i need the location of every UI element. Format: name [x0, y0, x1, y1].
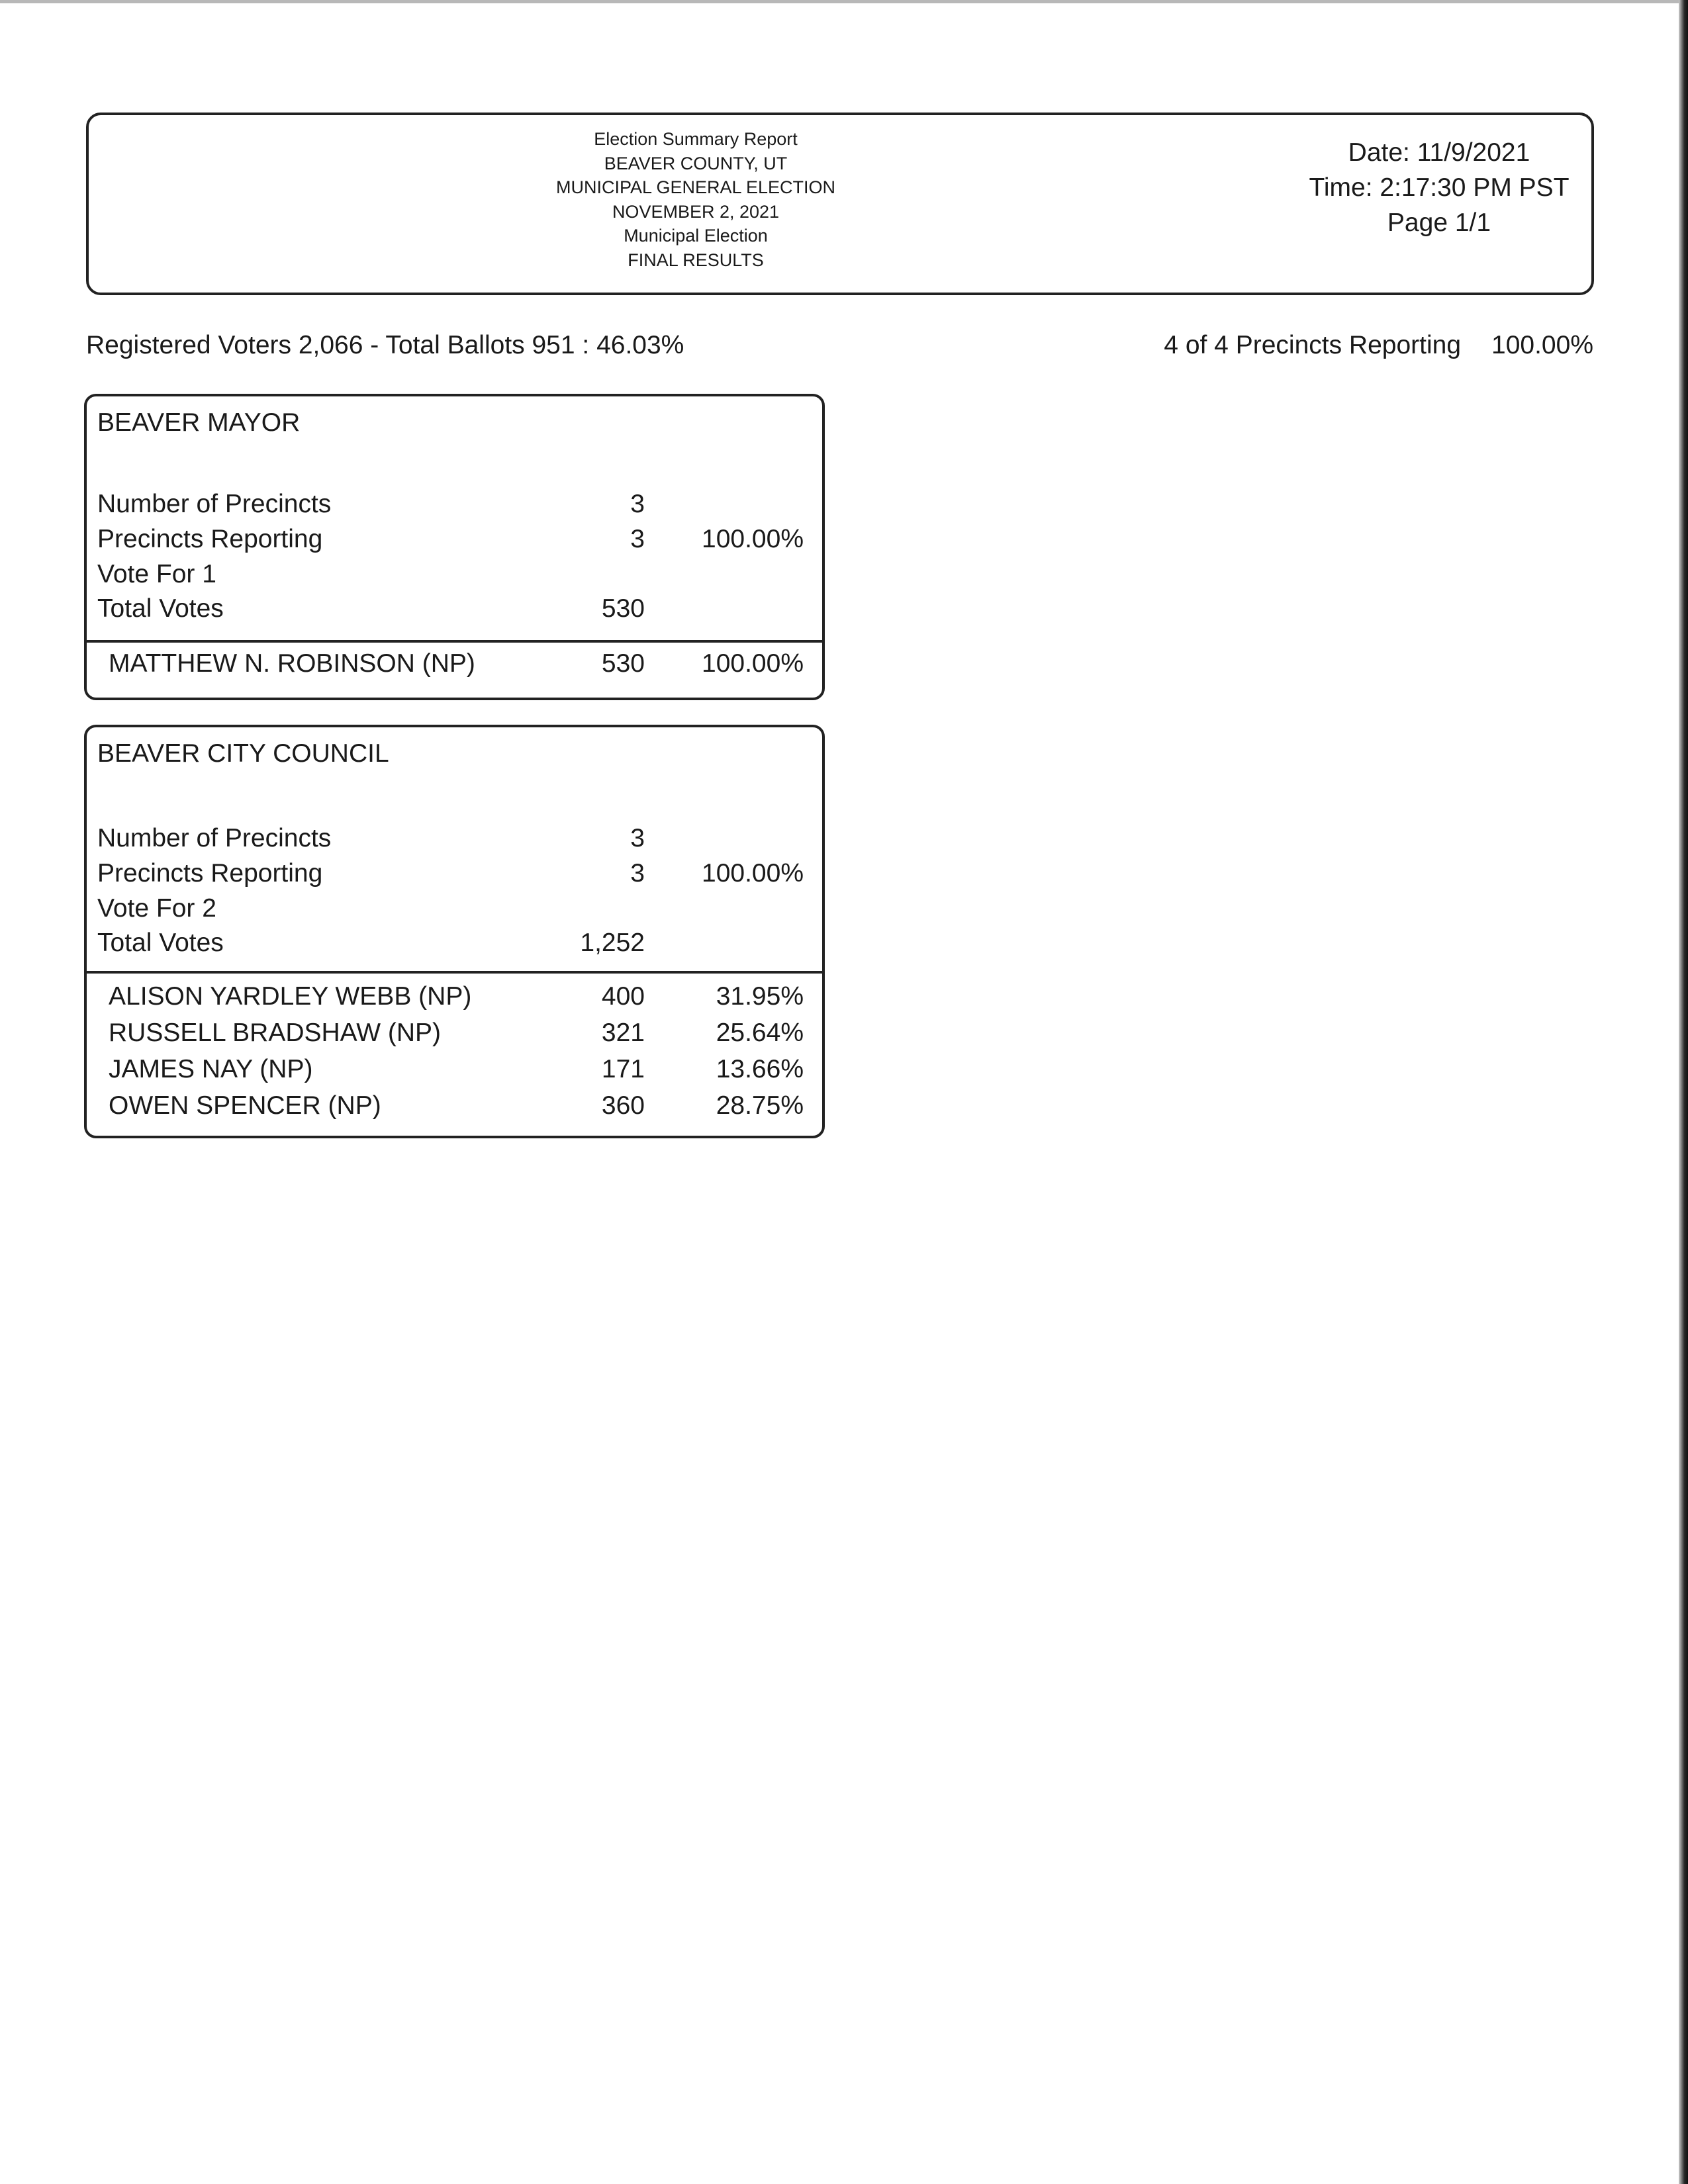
report-title-block — [89, 127, 1303, 272]
contest-title: BEAVER CITY COUNCIL — [97, 739, 389, 768]
registered-voters-summary: Registered Voters 2,066 - Total Ballots 951 : 46.03% — [86, 331, 684, 359]
precincts-reporting-text: 4 of 4 Precincts Reporting — [1164, 331, 1462, 359]
number-of-precincts-row: Number of Precincts 3 — [97, 824, 645, 852]
contest-beaver-mayor — [84, 394, 825, 700]
candidate-row: JAMES NAY (NP) 171 13.66% — [109, 1055, 804, 1083]
precincts-reporting-row: Precincts Reporting 3 100.00% — [97, 525, 804, 553]
election-type: Municipal Election — [624, 226, 768, 246]
precincts-reporting-row: Precincts Reporting 3 100.00% — [97, 859, 804, 887]
vote-for-row: Vote For 1 — [97, 560, 216, 588]
contest-title: BEAVER MAYOR — [97, 408, 301, 437]
report-header — [86, 113, 1594, 295]
candidate-row: RUSSELL BRADSHAW (NP) 321 25.64% — [109, 1019, 804, 1047]
page-right-edge — [1679, 0, 1688, 2184]
number-of-precincts-row: Number of Precincts 3 — [97, 490, 645, 518]
candidate-row: MATTHEW N. ROBINSON (NP) 530 100.00% — [109, 649, 804, 678]
total-votes-row: Total Votes 530 — [97, 594, 645, 623]
report-title: Election Summary Report — [594, 129, 798, 149]
contest-divider — [87, 971, 822, 974]
candidate-row: OWEN SPENCER (NP) 360 28.75% — [109, 1091, 804, 1120]
page-top-edge — [0, 0, 1688, 3]
report-time: Time: 2:17:30 PM PST — [1309, 173, 1570, 202]
county-name: BEAVER COUNTY, UT — [604, 153, 788, 173]
contest-beaver-city-council — [84, 725, 825, 1138]
report-date: Date: 11/9/2021 — [1348, 138, 1530, 167]
contest-divider — [87, 640, 822, 643]
vote-for-row: Vote For 2 — [97, 894, 216, 923]
results-status: FINAL RESULTS — [628, 250, 764, 270]
candidate-row: ALISON YARDLEY WEBB (NP) 400 31.95% — [109, 982, 804, 1011]
page-number: Page 1/1 — [1387, 208, 1491, 237]
election-name: MUNICIPAL GENERAL ELECTION — [555, 177, 836, 197]
election-date: NOVEMBER 2, 2021 — [612, 201, 780, 222]
precincts-reporting-pct: 100.00% — [1491, 331, 1593, 359]
total-votes-row: Total Votes 1,252 — [97, 929, 645, 957]
report-meta — [1300, 135, 1578, 240]
precincts-reporting-summary — [1164, 331, 1593, 360]
